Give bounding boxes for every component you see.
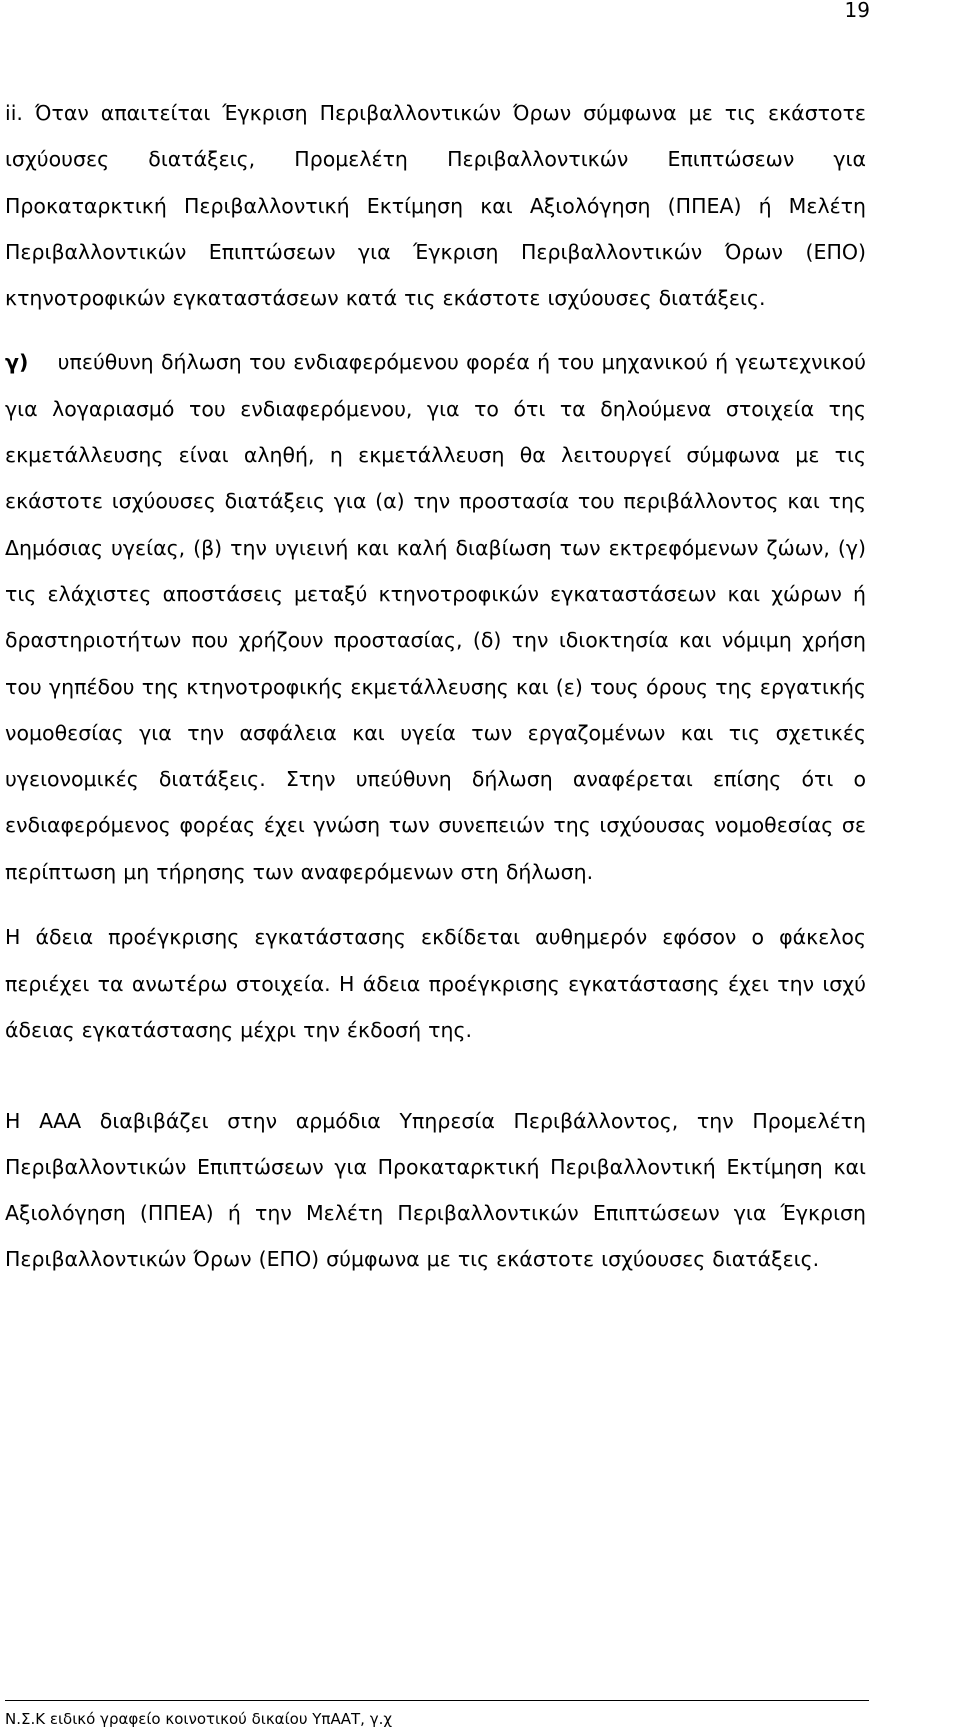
paragraph-gamma-label: γ) (5, 350, 29, 375)
page-number: 19 (844, 0, 870, 22)
paragraph-gamma (5, 339, 866, 895)
paragraph-aaa: Η ΑΑΑ διαβιβάζει στην αρμόδια Υπηρεσία Περιβάλλοντος, την Προμελέτη Περιβαλλοντικών Επιπτώσεων για Προκαταρκτική Περιβαλλοντική Εκτίμηση και Αξιολόγηση (ΠΠΕΑ) ή την Μελέτη Περιβαλλοντικών Επιπτώσεων για Έγκριση Περιβαλλοντικών Όρων (ΕΠΟ) σύμφωνα με τις εκάστοτε ισχύουσες διατάξεις. (5, 1108, 866, 1272)
footer-divider (5, 1700, 869, 1701)
paragraph-gamma-text: υπεύθυνη δήλωση του ενδιαφερόμενου φορέα ή του μηχανικού ή γεωτεχνικού για λογαριασμό του ενδιαφερόμενου, για το ότι τα δηλούμενα στοιχεία της εκμετάλλευσης είναι αληθή, η εκμετάλλευση θα λειτουργεί σύμφωνα με τις εκάστοτε ισχύουσες διατάξεις για (α) την προστασία του περιβάλλοντος και της Δημόσιας υγείας, (β) την υγιεινή και καλή διαβίωση των εκτρεφόμενων ζώων, (γ) τις ελάχιστες αποστάσεις μεταξύ κτηνοτροφικών εγκαταστάσεων και χώρων ή δραστηριοτήτων που χρήζουν προστασίας, (δ) την ιδιοκτησία και νόμιμη χρήση του γηπέδου της κτηνοτροφικής εκμετάλλευσης και (ε) τους όρους της εργατικής νομοθεσίας για την ασφάλεια και υγεία των εργαζομένων και τις σχετικές υγειονομικές διατάξεις. Στην υπεύθυνη δήλωση αναφέρεται επίσης ότι ο ενδιαφερόμενος φορέας έχει γνώση των συνεπειών της ισχύουσας νομοθεσίας σε περίπτωση μη τήρησης των αναφερόμενων στη δήλωση. (5, 350, 866, 884)
footer-text: Ν.Σ.Κ ειδικό γραφείο κοινοτικού δικαίου ΥπΑΑΤ, γ.χ (5, 1710, 392, 1728)
paragraph-license: Η άδεια προέγκρισης εγκατάστασης εκδίδεται αυθημερόν εφόσον ο φάκελος περιέχει τα ανωτέρω στοιχεία. Η άδεια προέγκρισης εγκατάστασης έχει την ισχύ άδειας εγκατάστασης μέχρι την έκδοσή της. (5, 925, 866, 1043)
paragraph-ii: ii. Όταν απαιτείται Έγκριση Περιβαλλοντικών Όρων σύμφωνα με τις εκάστοτε ισχύουσες διατάξεις, Προμελέτη Περιβαλλοντικών Επιπτώσεων για Προκαταρκτική Περιβαλλοντική Εκτίμηση και Αξιολόγηση (ΠΠΕΑ) ή Μελέτη Περιβαλλοντικών Επιπτώσεων για Έγκριση Περιβαλλοντικών Όρων (ΕΠΟ) κτηνοτροφικών εγκαταστάσεων κατά τις εκάστοτε ισχύουσες διατάξεις. (5, 101, 866, 311)
document-body (5, 90, 866, 1283)
